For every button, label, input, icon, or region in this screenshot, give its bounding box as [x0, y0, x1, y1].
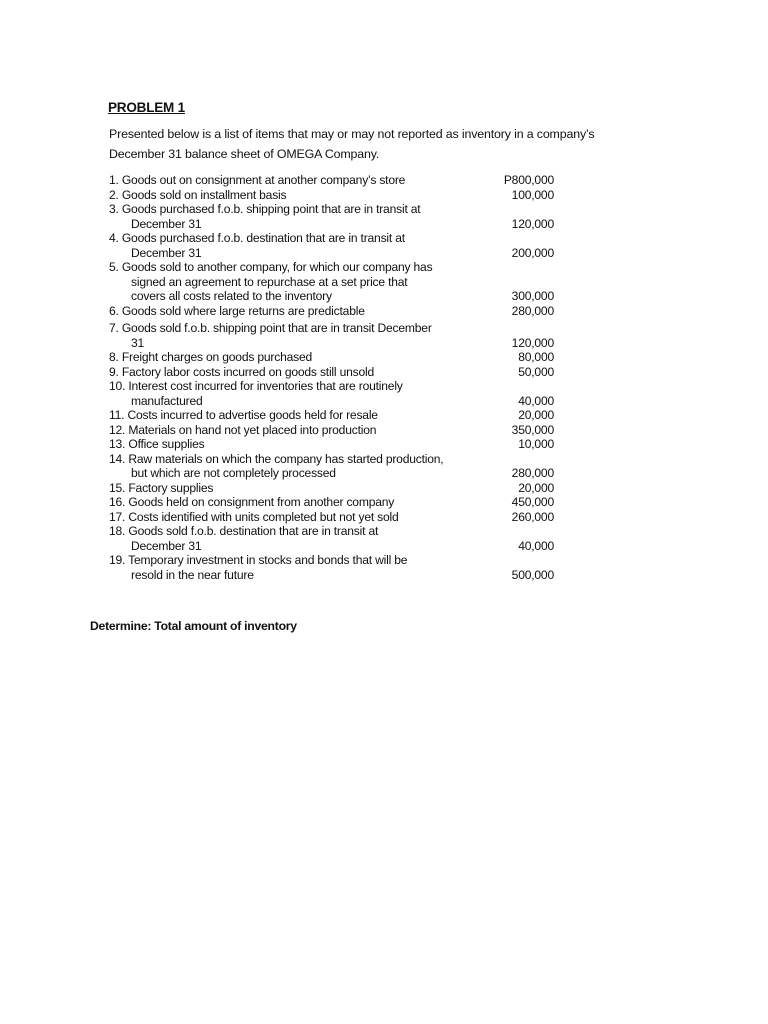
inventory-item-description — [109, 524, 479, 553]
inventory-item-line: but which are not completely processed — [131, 466, 336, 480]
inventory-item-amount: 20,000 — [518, 408, 554, 422]
inventory-item-amount: 80,000 — [518, 350, 554, 364]
inventory-item — [109, 304, 554, 319]
inventory-item-line: 8. Freight charges on goods purchased — [109, 350, 313, 364]
inventory-item-line: 13. Office supplies — [109, 437, 205, 451]
inventory-item-description — [109, 304, 479, 319]
inventory-item — [109, 495, 554, 510]
inventory-item-amount: 50,000 — [518, 364, 554, 379]
inventory-item-amount: 40,000 — [518, 393, 554, 408]
inventory-item-list — [109, 173, 554, 582]
inventory-item-description — [109, 452, 479, 481]
inventory-item-line: 9. Factory labor costs incurred on goods still unsold — [109, 364, 375, 379]
inventory-item-description — [109, 231, 479, 260]
problem-title: PROBLEM 1 — [108, 100, 185, 115]
inventory-item-line: 19. Temporary investment in stocks and bonds that will be — [109, 553, 408, 567]
inventory-item — [109, 408, 554, 423]
inventory-item-description — [109, 408, 479, 423]
inventory-item-description — [109, 365, 479, 380]
inventory-item — [109, 452, 554, 481]
inventory-item-line: 18. Goods sold f.o.b. destination that are in transit at — [109, 524, 379, 538]
inventory-item-line: resold in the near future — [131, 567, 254, 582]
inventory-item-amount: 280,000 — [511, 303, 554, 318]
inventory-item-amount: 100,000 — [511, 187, 554, 202]
inventory-item-description — [109, 423, 479, 438]
inventory-item-description — [109, 437, 479, 452]
inventory-item-description — [109, 321, 479, 350]
inventory-item-line: 1. Goods out on consignment at another company’s store — [109, 173, 406, 187]
inventory-item — [109, 481, 554, 496]
inventory-item-description — [109, 260, 479, 304]
intro-line-1: Presented below is a list of items that may or may not reported as inventory in a company’s — [109, 127, 595, 141]
inventory-item-line: 14. Raw materials on which the company has started production, — [109, 451, 444, 466]
inventory-item-line: covers all costs related to the inventory — [131, 289, 332, 303]
inventory-item-line: 12. Materials on hand not yet placed into production — [109, 422, 377, 437]
problem-intro — [109, 125, 649, 164]
inventory-item-line: 5. Goods sold to another company, for which our company has — [109, 260, 433, 274]
inventory-item — [109, 510, 554, 525]
inventory-item — [109, 553, 554, 582]
inventory-item-line: 3. Goods purchased f.o.b. shipping point that are in transit at — [109, 202, 421, 216]
inventory-item-line: 31 — [131, 335, 145, 350]
inventory-item-amount: 260,000 — [511, 509, 554, 524]
inventory-item-amount: 300,000 — [511, 289, 554, 303]
inventory-item-line: signed an agreement to repurchase at a set price that — [131, 274, 408, 289]
inventory-item-amount: P800,000 — [503, 173, 554, 187]
inventory-item — [109, 350, 554, 365]
inventory-item-line: 2. Goods sold on installment basis — [109, 187, 287, 202]
inventory-item-line: December 31 — [131, 538, 202, 553]
inventory-item-line: 4. Goods purchased f.o.b. destination that are in transit at — [109, 231, 405, 245]
inventory-item-description — [109, 350, 479, 365]
inventory-item-line: December 31 — [131, 245, 202, 260]
inventory-item — [109, 365, 554, 380]
inventory-item — [109, 423, 554, 438]
determine-instruction: Determine: Total amount of inventory — [90, 619, 297, 633]
inventory-item-line: 17. Costs identified with units completed but not yet sold — [109, 509, 399, 524]
inventory-item-amount: 200,000 — [511, 245, 554, 260]
inventory-item-amount: 20,000 — [518, 480, 554, 495]
inventory-item — [109, 231, 554, 260]
inventory-item-amount: 350,000 — [511, 422, 554, 437]
inventory-item-amount: 500,000 — [511, 567, 554, 582]
inventory-item-line: 6. Goods sold where large returns are predictable — [109, 303, 365, 318]
inventory-item-amount: 120,000 — [511, 335, 554, 350]
inventory-item-description — [109, 173, 479, 188]
inventory-item — [109, 202, 554, 231]
inventory-item-line: December 31 — [131, 216, 202, 231]
inventory-item — [109, 437, 554, 452]
inventory-item-line: 10. Interest cost incurred for inventories that are routinely — [109, 379, 403, 393]
inventory-item-amount: 40,000 — [518, 538, 554, 553]
inventory-item-description — [109, 495, 479, 510]
inventory-item-amount: 120,000 — [511, 216, 554, 231]
inventory-item-line: 15. Factory supplies — [109, 480, 214, 495]
inventory-item-description — [109, 510, 479, 525]
inventory-item-line: manufactured — [131, 393, 203, 408]
inventory-item-line: 16. Goods held on consignment from another company — [109, 495, 395, 509]
inventory-item — [109, 173, 554, 188]
inventory-item-amount: 450,000 — [511, 495, 554, 509]
inventory-item-description — [109, 188, 479, 203]
inventory-item-description — [109, 481, 479, 496]
inventory-item-description — [109, 202, 479, 231]
inventory-item-line: 7. Goods sold f.o.b. shipping point that are in transit December — [109, 321, 432, 335]
inventory-item-description — [109, 379, 479, 408]
inventory-item-amount: 10,000 — [518, 437, 554, 451]
inventory-item-description — [109, 553, 479, 582]
inventory-item-line: 11. Costs incurred to advertise goods held for resale — [109, 408, 378, 422]
inventory-item — [109, 321, 554, 350]
inventory-item-amount: 280,000 — [511, 466, 554, 480]
inventory-item — [109, 188, 554, 203]
inventory-item — [109, 524, 554, 553]
inventory-item — [109, 379, 554, 408]
inventory-item — [109, 260, 554, 304]
intro-line-2: December 31 balance sheet of OMEGA Company. — [109, 146, 380, 161]
